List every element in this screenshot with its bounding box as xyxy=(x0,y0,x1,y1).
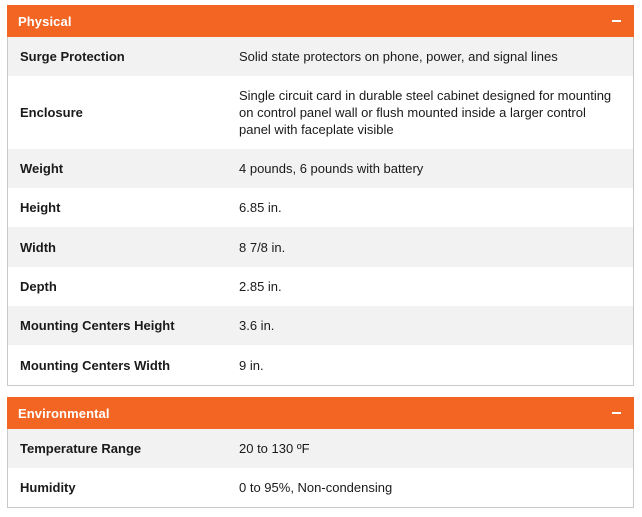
spec-label: Enclosure xyxy=(20,105,83,120)
spec-value: 8 7/8 in. xyxy=(239,239,286,255)
spec-label: Height xyxy=(20,200,61,215)
spec-label: Depth xyxy=(20,279,57,294)
table-row xyxy=(8,468,633,507)
spec-label: Surge Protection xyxy=(20,49,125,64)
spec-value: 0 to 95%, Non-condensing xyxy=(239,480,393,495)
spec-table-physical xyxy=(8,37,633,385)
spec-value: 4 pounds, 6 pounds with battery xyxy=(239,161,424,176)
section-environmental xyxy=(7,397,634,508)
table-row xyxy=(8,188,633,227)
table-row xyxy=(8,227,633,267)
section-header-environmental[interactable] xyxy=(7,397,634,429)
table-row xyxy=(8,37,633,76)
table-row xyxy=(8,267,633,306)
spec-value: 3.6 in. xyxy=(239,318,275,333)
spec-label: Width xyxy=(20,239,56,255)
minus-icon[interactable] xyxy=(612,20,621,22)
section-title: Physical xyxy=(18,13,72,29)
table-row xyxy=(8,76,633,149)
spec-label: Weight xyxy=(20,161,64,176)
spec-label: Mounting Centers Height xyxy=(20,318,175,333)
spec-value: 20 to 130 ºF xyxy=(239,441,310,456)
spec-value: Solid state protectors on phone, power, and signal lines xyxy=(239,49,558,64)
section-title: Environmental xyxy=(18,405,110,421)
table-row xyxy=(8,345,633,385)
spec-label: Temperature Range xyxy=(20,441,142,456)
table-row xyxy=(8,429,633,468)
spec-value: 2.85 in. xyxy=(239,279,282,294)
table-row xyxy=(8,149,633,188)
spec-value: 6.85 in. xyxy=(239,200,282,215)
minus-icon[interactable] xyxy=(612,412,621,414)
spec-table-environmental xyxy=(8,429,633,507)
table-row xyxy=(8,306,633,345)
spec-value: 9 in. xyxy=(239,357,264,373)
section-header-physical[interactable] xyxy=(7,5,634,37)
spec-label: Humidity xyxy=(20,480,76,495)
spec-value: Single circuit card in durable steel cabinet designed for mounting on control panel wall or flush mounted inside a larger control panel with faceplate visible xyxy=(239,88,612,137)
spec-label: Mounting Centers Width xyxy=(20,357,171,373)
section-physical xyxy=(7,5,634,386)
